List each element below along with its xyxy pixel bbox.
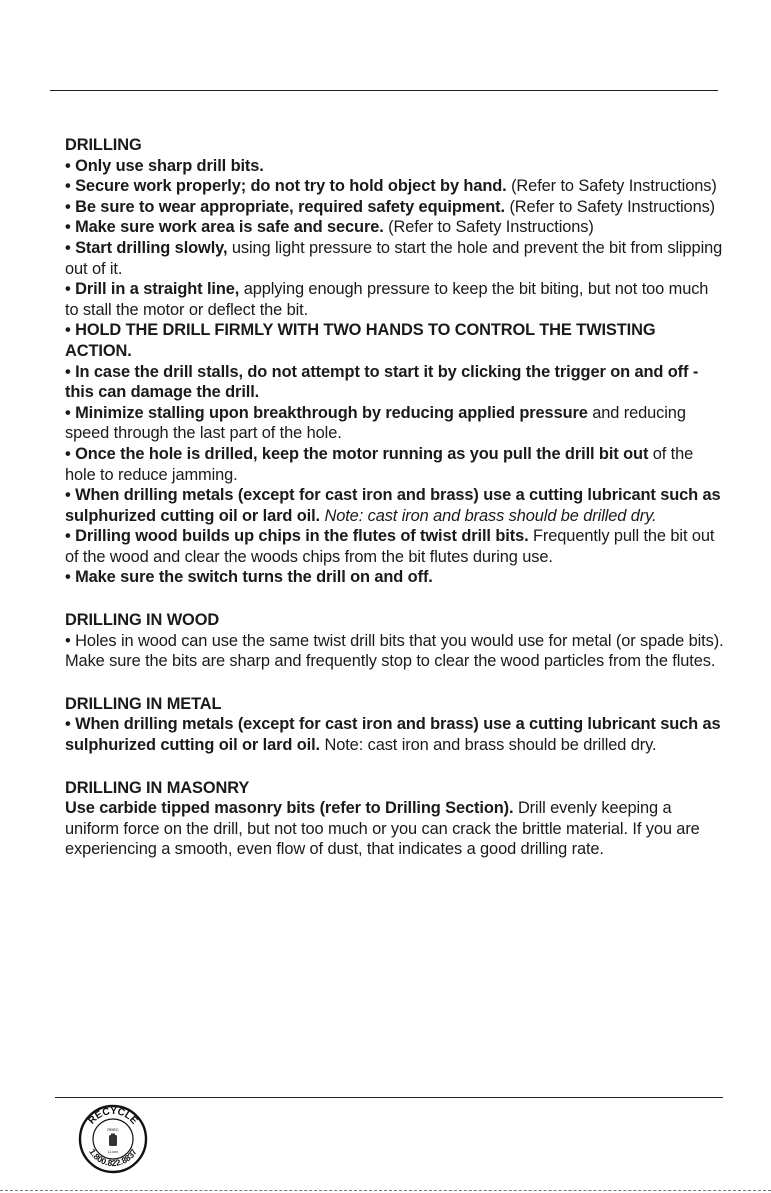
section-drilling-in-metal [65, 694, 725, 756]
instruction-item [65, 567, 725, 588]
section-items [65, 631, 725, 672]
italic-text: Note: cast iron and brass should be drilled dry. [320, 506, 657, 525]
svg-text:RECYCLE [86, 1106, 139, 1127]
body-text: applying enough pressure to keep the bit biting, but not too much to stall the motor or deflect the bit. [65, 280, 709, 319]
bold-text: • HOLD THE DRILL FIRMLY WITH TWO HANDS TO CONTROL THE TWISTING ACTION. [65, 321, 656, 360]
body-text: of the hole to reduce jamming. [65, 444, 694, 484]
seal-bottom-text: 1.800.822.8837 [87, 1147, 139, 1169]
recycle-battery-seal-icon [78, 1104, 148, 1174]
instruction-item [65, 320, 725, 361]
seal-top-text: RECYCLE [86, 1105, 140, 1127]
bold-text: • Start drilling slowly, [65, 238, 228, 257]
section-items [65, 714, 725, 755]
instruction-item [65, 197, 725, 218]
header-rule [50, 90, 718, 91]
body-text: using light pressure to start the hole and prevent the bit from slipping out of it. [65, 238, 723, 278]
bold-text: • Drilling wood builds up chips in the flutes of twist drill bits. [65, 527, 529, 546]
instruction-item [65, 238, 725, 279]
bold-text: • Drill in a straight line, [65, 280, 240, 299]
section-heading: DRILLING IN METAL [65, 694, 222, 713]
body-text: (Refer to Safety Instructions) [506, 177, 717, 196]
section-heading: DRILLING IN WOOD [65, 611, 220, 630]
body-text: (Refer to Safety Instructions) [383, 218, 594, 237]
bold-text: • Once the hole is drilled, keep the motor running as you pull the drill bit out [65, 444, 649, 463]
instruction-item [65, 798, 725, 860]
body-text: • Holes in wood can use the same twist drill bits that you would use for metal (or spade bits). Make sure the bits are sharp and frequently stop to clear the wood particles from the flutes. [65, 631, 724, 671]
body-text: Drill evenly keeping a uniform force on the drill, but not too much or you can crack the brittle material. If you are experiencing a smooth, even flow of dust, that indicates a good drilling rate. [65, 799, 700, 859]
section-items [65, 156, 725, 588]
section-items [65, 798, 725, 860]
instruction-item [65, 485, 725, 526]
bold-text: • Only use sharp drill bits. [65, 156, 264, 175]
bold-text: • Minimize stalling upon breakthrough by reducing applied pressure [65, 403, 588, 422]
section-drilling-in-masonry [65, 778, 725, 860]
bold-text: • In case the drill stalls, do not attempt to start it by clicking the trigger on and off - this can damage the drill. [65, 362, 699, 402]
section-drilling-in-wood [65, 610, 725, 672]
seal-chem-text: Li-ion [108, 1149, 118, 1154]
body-text: (Refer to Safety Instructions) [504, 197, 716, 216]
instruction-item [65, 631, 725, 672]
bold-text: • Make sure the switch turns the drill on and off. [65, 568, 433, 587]
body-text: Note: cast iron and brass should be drilled dry. [320, 736, 657, 755]
instruction-item [65, 444, 725, 485]
bold-text: • Secure work properly; do not try to hold object by hand. [65, 177, 507, 196]
instruction-item [65, 526, 725, 567]
section-drilling [65, 135, 725, 588]
manual-content [65, 135, 725, 882]
instruction-item [65, 176, 725, 197]
instruction-item [65, 714, 725, 755]
section-heading: DRILLING [65, 136, 142, 154]
bold-text: Use carbide tipped masonry bits (refer to Drilling Section). [65, 799, 514, 818]
bold-text: • When drilling metals (except for cast iron and brass) use a cutting lubricant such as sulphurized cutting oil or lard oil. [65, 715, 721, 755]
seal-inner-text: RBRC [107, 1127, 119, 1132]
instruction-item [65, 217, 725, 238]
bold-text: • Make sure work area is safe and secure. [65, 218, 384, 237]
instruction-item [65, 156, 725, 177]
instruction-item [65, 403, 725, 444]
bold-text: • Be sure to wear appropriate, required safety equipment. [65, 197, 505, 216]
footer-rule [55, 1097, 723, 1098]
battery-icon [109, 1135, 117, 1146]
bold-text: • When drilling metals (except for cast iron and brass) use a cutting lubricant such as sulphurized cutting oil or lard oil. [65, 486, 721, 525]
section-heading: DRILLING IN MASONRY [65, 778, 250, 797]
body-text: and reducing speed through the last part of the hole. [65, 403, 686, 443]
body-text: Frequently pull the bit out of the wood and clear the woods chips from the bit flutes during use. [65, 527, 715, 566]
instruction-item [65, 362, 725, 403]
instruction-item [65, 279, 725, 320]
trim-line [0, 1190, 771, 1191]
